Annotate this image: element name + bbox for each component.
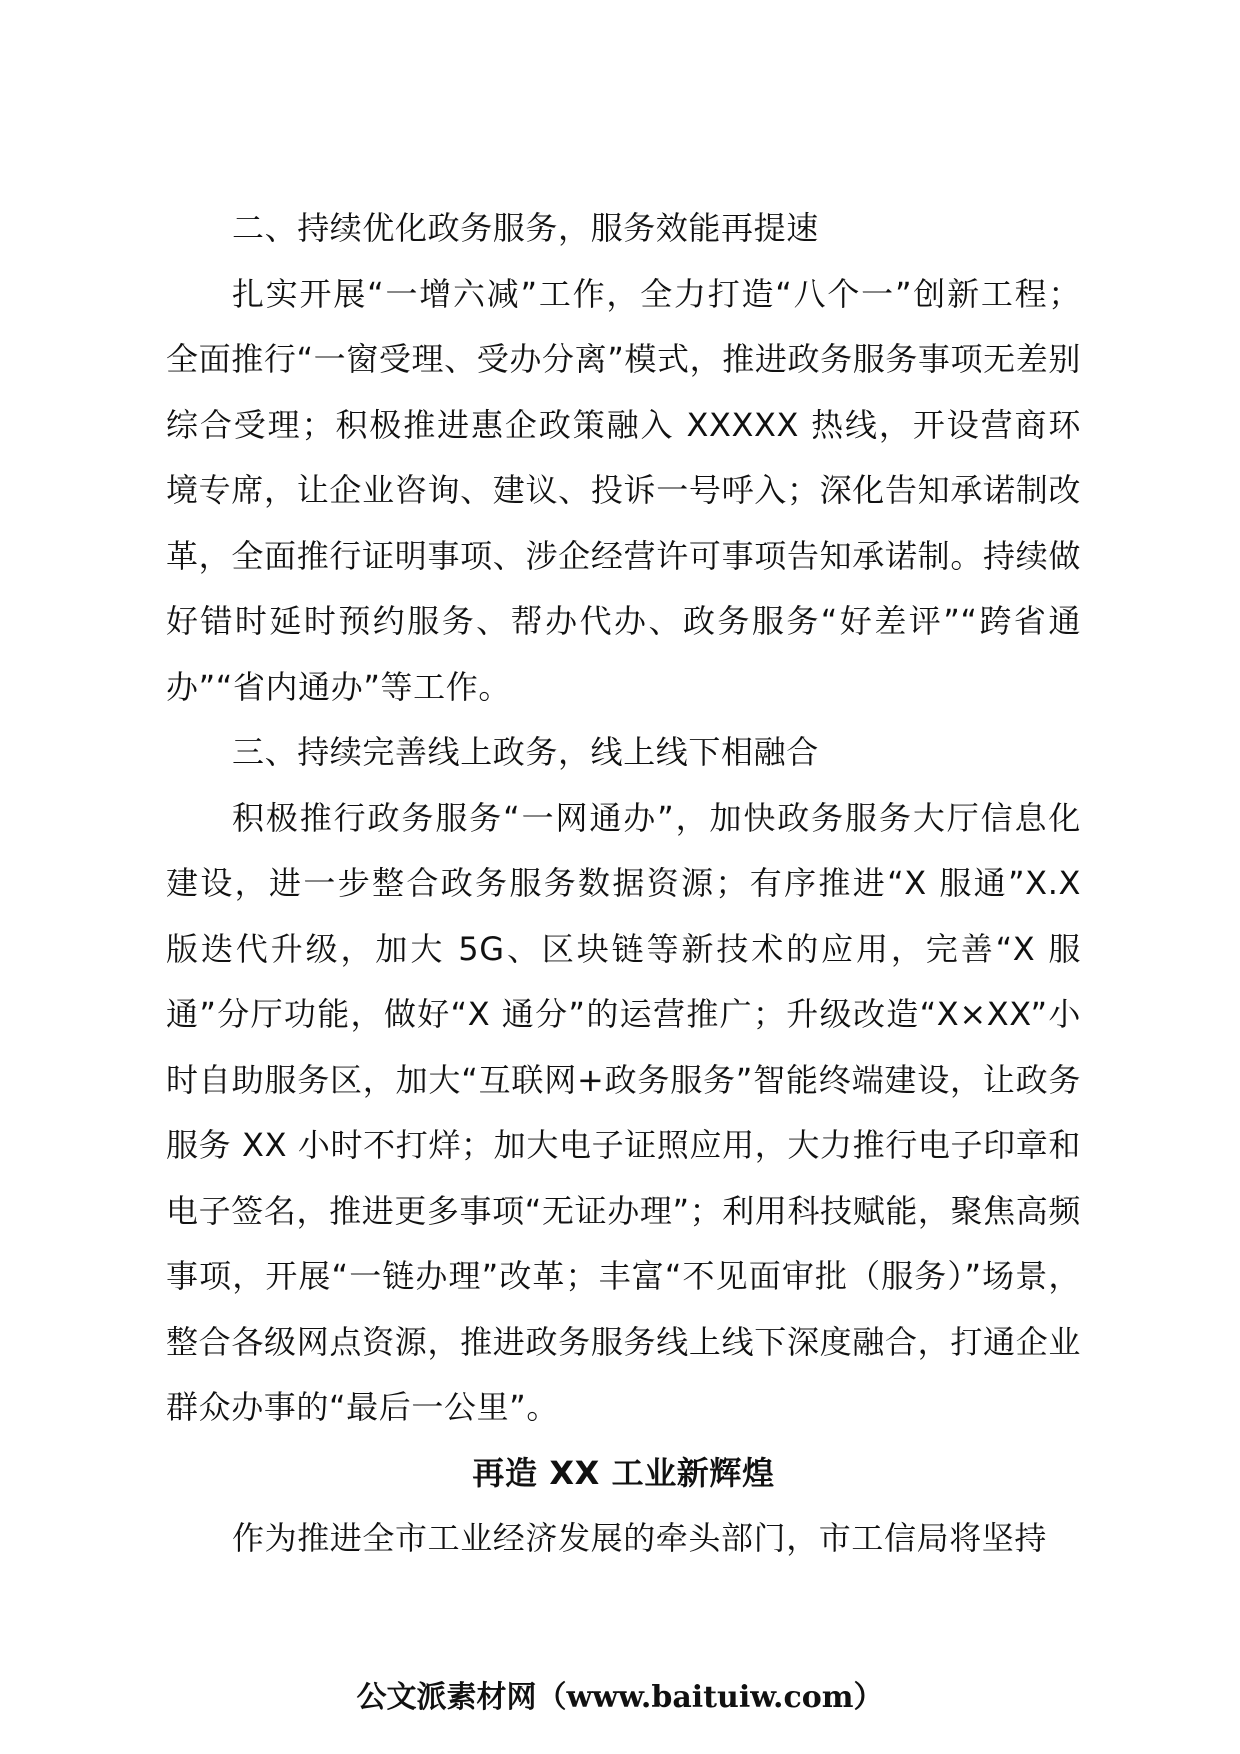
paragraph-4: 作为推进全市工业经济发展的牵头部门，市工信局将坚持 — [232, 1519, 1048, 1557]
document-body — [166, 196, 1081, 1572]
section-heading-3: 三、持续完善线上政务，线上线下相融合 — [232, 733, 819, 771]
section-heading-2: 二、持续优化政务服务，服务效能再提速 — [232, 209, 819, 247]
paragraph-3: 积极推行政务服务“一网通办”，加快政务服务大厅信息化建设，进一步整合政务服务数据资源；有序推进“X 服通”X.X 版迭代升级，加大 5G、区块链等新技术的应用，完善“X 服通”分厅功能，做好“X 通分”的运营推广；升级改造“X×XX”小时自助服务区，加大“互联网+政务服务”智能终端建设，让政务服务 XX 小时不打烊；加大电子证照应用，大力推行电子印章和电子签名，推进更多事项“无证办理”；利用科技赋能，聚焦高频事项，开展“一链办理”改革；丰富“不见面审批（服务）”场景，整合各级网点资源，推进政务服务线上线下深度融合，打通企业群众办事的“最后一公里”。 — [166, 798, 1081, 1426]
paragraph-2: 扎实开展“一增六减”工作，全力打造“八个一”创新工程；全面推行“一窗受理、受办分离”模式，推进政务服务事项无差别综合受理；积极推进惠企政策融入 XXXXX 热线，开设营商环境专席，让企业咨询、建议、投诉一号呼入；深化告知承诺制改革，全面推行证明事项、涉企经营许可事项告知承诺制。持续做好错时延时预约服务、帮办代办、政务服务“好差评”“跨省通办”“省内通办”等工作。 — [166, 274, 1081, 706]
article-subtitle: 再造 XX 工业新辉煌 — [472, 1453, 775, 1492]
footer-watermark: 公文派素材网（www.baituiw.com） — [356, 1680, 884, 1715]
